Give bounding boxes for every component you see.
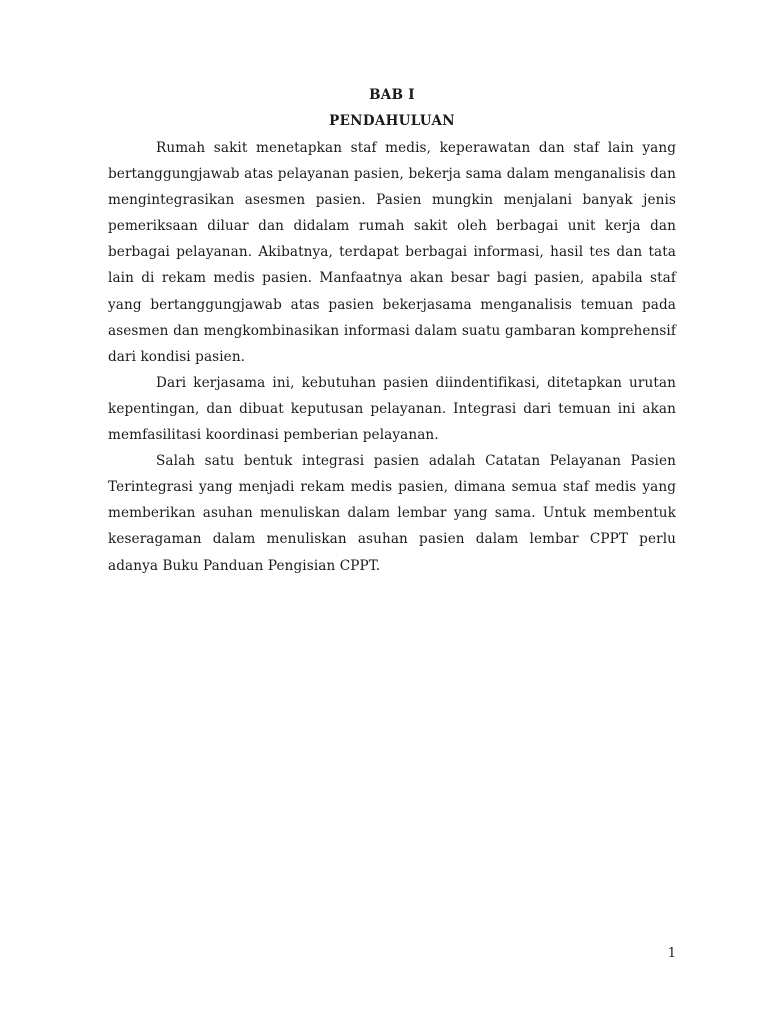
body-text: [108, 135, 676, 579]
page-number: 1: [667, 946, 676, 961]
paragraph: Salah satu bentuk integrasi pasien adalah Catatan Pelayanan Pasien Terintegrasi yang menjadi rekam medis pasien, dimana semua staf medis yang memberikan asuhan menuliskan dalam lembar yang sama. Untuk membentuk keseragaman dalam menuliskan asuhan pasien dalam lembar CPPT perlu adanya Buku Panduan Pengisian CPPT.: [108, 453, 676, 574]
chapter-title: PENDAHULUAN: [329, 113, 455, 129]
paragraph: Rumah sakit menetapkan staf medis, keperawatan dan staf lain yang bertanggungjawab atas pelayanan pasien, bekerja sama dalam menganalisis dan mengintegrasikan asesmen pasien. Pasien mungkin menjalani banyak jenis pemeriksaan diluar dan didalam rumah sakit oleh berbagai unit kerja dan berbagai pelayanan. Akibatnya, terdapat berbagai informasi, hasil tes dan tata lain di rekam medis pasien. Manfaatnya akan besar bagi pasien, apabila staf yang bertanggungjawab atas pasien bekerjasama menganalisis temuan pada asesmen dan mengkombinasikan informasi dalam suatu gambaran komprehensif dari kondisi pasien.: [108, 140, 676, 365]
chapter-heading: BAB I: [369, 87, 415, 103]
paragraph: Dari kerjasama ini, kebutuhan pasien diindentifikasi, ditetapkan urutan kepentingan, dan dibuat keputusan pelayanan. Integrasi dari temuan ini akan memfasilitasi koordinasi pemberian pelayanan.: [108, 374, 676, 444]
